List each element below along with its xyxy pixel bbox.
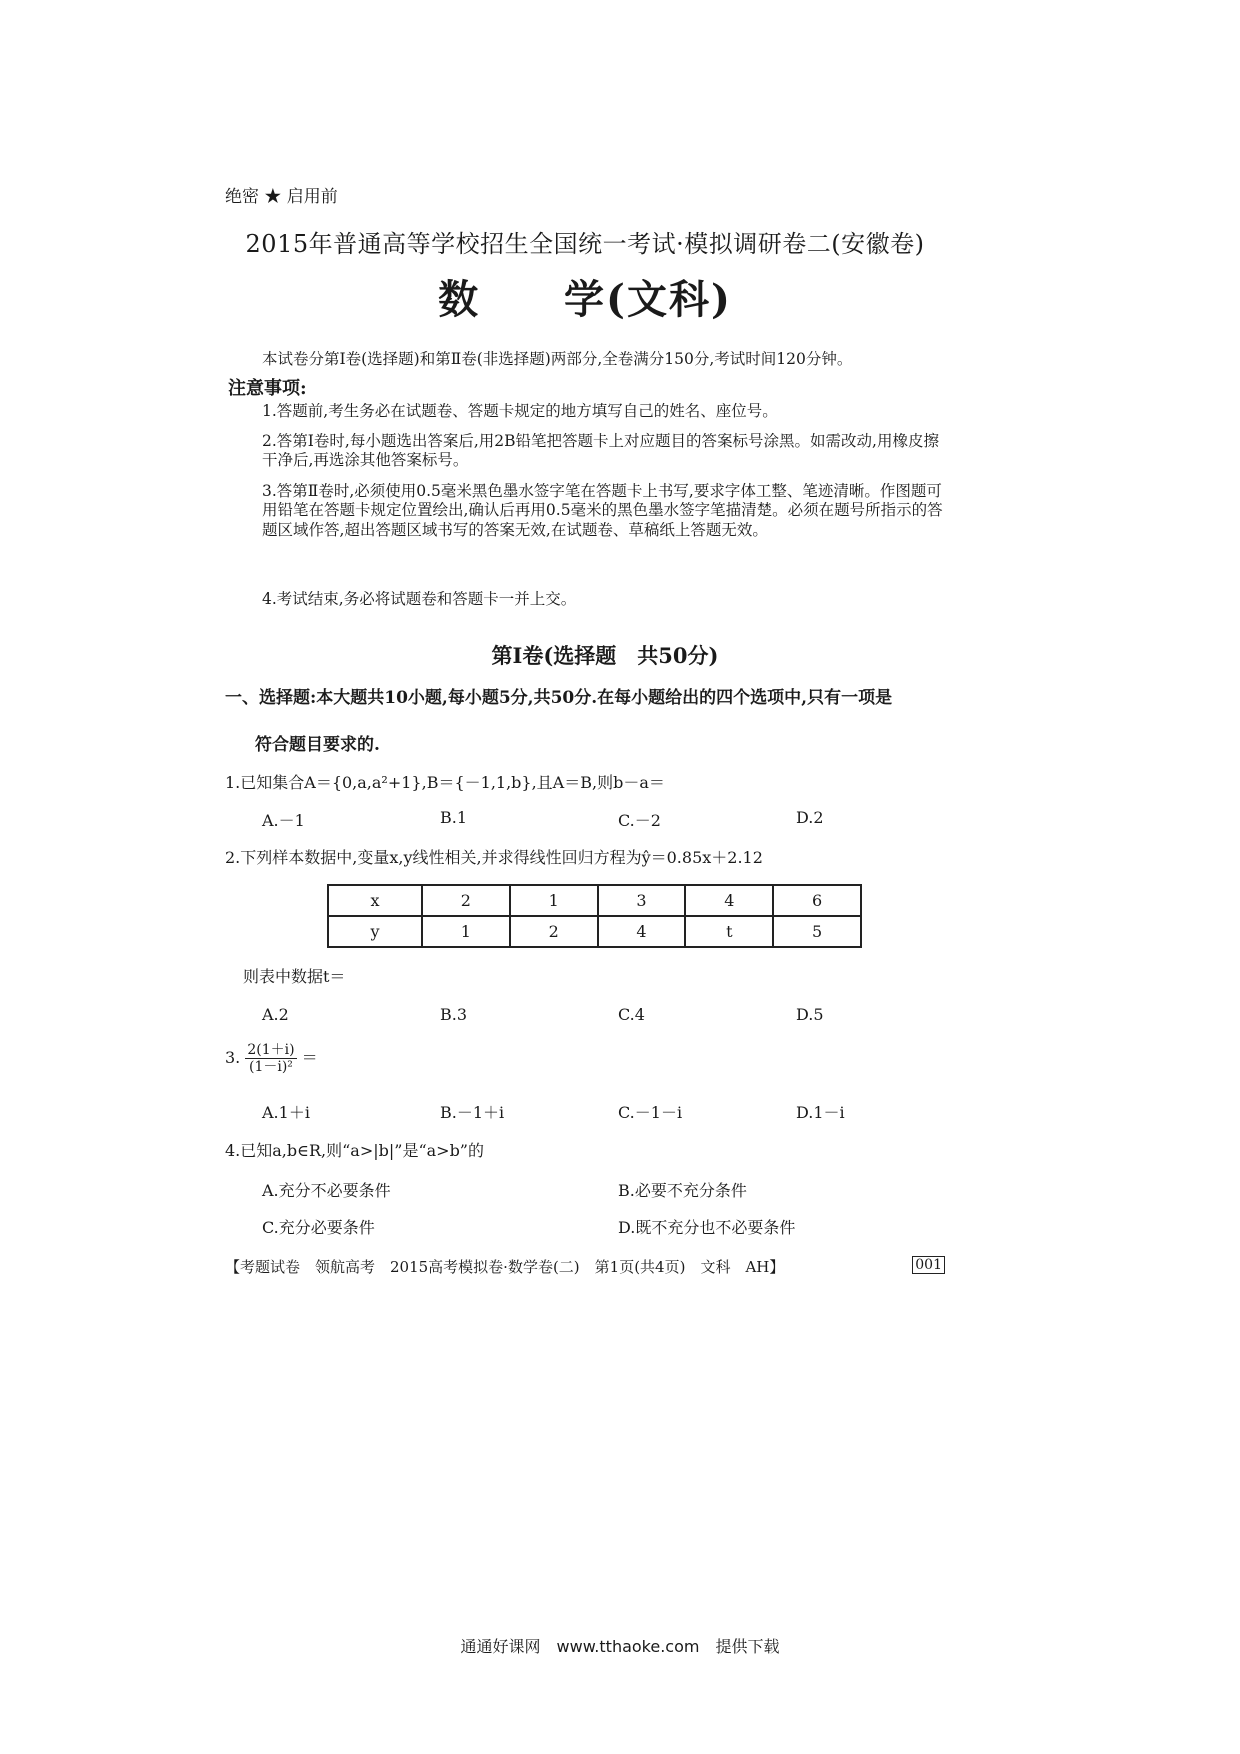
notice-heading: 注意事项: (228, 378, 307, 399)
q2-option-a: A.2 (262, 1005, 289, 1024)
table-cell: 1 (510, 885, 598, 916)
question-3-stem (225, 1042, 318, 1075)
q3-numerator: 2(1＋i) (247, 1042, 295, 1058)
table-row-x (328, 885, 861, 916)
page-footer (225, 1256, 945, 1277)
table-cell: 2 (510, 916, 598, 947)
table-cell: 5 (773, 916, 861, 947)
q3-option-b: B.－1＋i (440, 1103, 505, 1122)
q2-option-b: B.3 (440, 1005, 468, 1024)
q4-option-d: D.既不充分也不必要条件 (618, 1218, 796, 1237)
table-cell: t (685, 916, 773, 947)
exam-intro: 本试卷分第Ⅰ卷(选择题)和第Ⅱ卷(非选择题)两部分,全卷满分150分,考试时间120分钟。 (262, 350, 853, 368)
part-instruction-cont: 符合题目要求的. (255, 735, 380, 755)
question-2-followup: 则表中数据t＝ (243, 967, 346, 986)
q1-option-d: D.2 (796, 808, 824, 827)
q3-denominator: (1－i)² (249, 1059, 293, 1076)
q1-option-c: C.－2 (618, 811, 661, 830)
question-4-stem: 4.已知a,b∈R,则“a>|b|”是“a>b”的 (225, 1141, 484, 1160)
part-instruction: 一、选择题:本大题共10小题,每小题5分,共50分.在每小题给出的四个选项中,只有一项是 (225, 688, 893, 708)
table-header-x: x (328, 885, 422, 916)
table-cell: 2 (422, 885, 510, 916)
table-row-y (328, 916, 861, 947)
table-header-y: y (328, 916, 422, 947)
q2-option-c: C.4 (618, 1005, 645, 1024)
question-1-stem: 1.已知集合A＝{0,a,a²+1},B＝{－1,1,b},且A＝B,则b－a＝ (225, 773, 665, 792)
q1-option-a: A.－1 (262, 811, 305, 830)
q4-option-a: A.充分不必要条件 (262, 1181, 391, 1200)
q3-fraction (245, 1042, 296, 1075)
page-code-badge: 001 (912, 1256, 945, 1274)
notice-item-2: 2.答第Ⅰ卷时,每小题选出答案后,用2B铅笔把答题卡上对应题目的答案标号涂黑。如需改动,用橡皮擦干净后,再选涂其他答案标号。 (262, 432, 939, 470)
question-2-stem: 2.下列样本数据中,变量x,y线性相关,并求得线性回归方程为ŷ＝0.85x＋2.12 (225, 848, 763, 867)
subject-title: 数 学(文科) (438, 276, 732, 323)
notice-item-1: 1.答题前,考生务必在试题卷、答题卡规定的地方填写自己的姓名、座位号。 (262, 402, 778, 420)
notice-item-4: 4.考试结束,务必将试题卷和答题卡一并上交。 (262, 590, 577, 608)
q3-number: 3. (225, 1048, 241, 1068)
q4-option-c: C.充分必要条件 (262, 1218, 375, 1237)
table-cell: 6 (773, 885, 861, 916)
footer-text: 【考题试卷 领航高考 2015高考模拟卷·数学卷(二) 第1页(共4页) 文科 AH】 (225, 1258, 785, 1276)
notice-item-3: 3.答第Ⅱ卷时,必须使用0.5毫米黑色墨水签字笔在答题卡上书写,要求字体工整、笔迹清晰。作图题可用铅笔在答题卡规定位置绘出,确认后再用0.5毫米的黑色墨水签字笔描清楚。必须在题号所指示的答题区域作答,超出答题区域书写的答案无效,在试题卷、草稿纸上答题无效。 (262, 482, 943, 539)
table-cell: 4 (685, 885, 773, 916)
q3-option-c: C.－1－i (618, 1103, 683, 1122)
q1-option-b: B.1 (440, 808, 468, 827)
exam-title: 2015年普通高等学校招生全国统一考试·模拟调研卷二(安徽卷) (245, 230, 925, 258)
q2-option-d: D.5 (796, 1005, 824, 1024)
table-cell: 3 (598, 885, 686, 916)
q3-equals: ＝ (301, 1048, 318, 1068)
table-cell: 1 (422, 916, 510, 947)
table-cell: 4 (598, 916, 686, 947)
q4-option-b: B.必要不充分条件 (618, 1181, 747, 1200)
sample-data-table (327, 884, 862, 948)
confidential-label: 绝密 ★ 启用前 (225, 187, 338, 207)
q3-option-a: A.1＋i (262, 1103, 310, 1122)
section-heading: 第Ⅰ卷(选择题 共50分) (491, 643, 719, 668)
download-notice: 通通好课网 www.tthaoke.com 提供下载 (460, 1637, 780, 1656)
q3-option-d: D.1－i (796, 1103, 845, 1122)
